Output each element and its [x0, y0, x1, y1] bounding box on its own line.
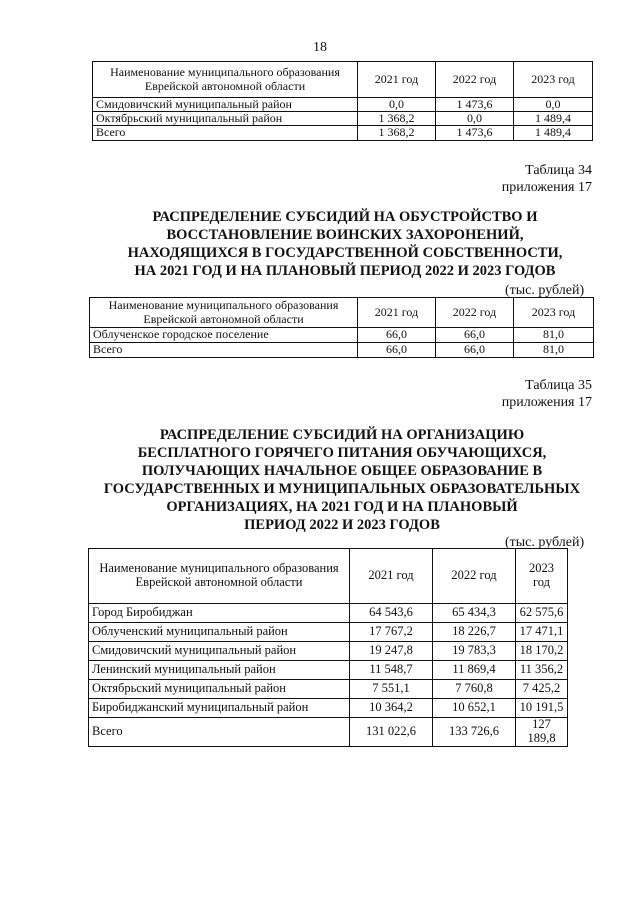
title-line: БЕСПЛАТНОГО ГОРЯЧЕГО ПИТАНИЯ ОБУЧАЮЩИХСЯ, [137, 445, 547, 461]
table-33 [92, 61, 593, 141]
appendix-label: приложения 17 [501, 395, 592, 410]
header-2021: 2021 год [358, 62, 436, 98]
table-row [89, 661, 568, 680]
title-line: ПЕРИОД 2022 И 2023 ГОДОВ [244, 517, 440, 533]
value-2022: 133 726,6 [433, 718, 516, 747]
header-name: Наименование муниципального образования Еврейской автономной области [93, 62, 358, 98]
value-2022: 19 783,3 [433, 642, 516, 661]
row-name: Октябрьский муниципальный район [93, 112, 358, 126]
table-row-total [89, 718, 568, 747]
row-name: Всего [90, 343, 358, 358]
header-2023: 2023 год [514, 62, 593, 98]
value-2022: 18 226,7 [433, 623, 516, 642]
title-line: НА 2021 ГОД И НА ПЛАНОВЫЙ ПЕРИОД 2022 И 2023 ГОДОВ [134, 263, 556, 279]
value-2021: 131 022,6 [350, 718, 433, 747]
table-34-label [502, 162, 592, 196]
table-35-label [502, 377, 592, 411]
value-2023: 10 191,5 [516, 699, 568, 718]
table-number: Таблица 34 [525, 163, 592, 178]
value-2022: 7 760,8 [433, 680, 516, 699]
value-2023: 7 425,2 [516, 680, 568, 699]
header-2022: 2022 год [436, 62, 514, 98]
title-line: РАСПРЕДЕЛЕНИЕ СУБСИДИЙ НА ОБУСТРОЙСТВО И [152, 209, 538, 225]
title-line: НАХОДЯЩИХСЯ В ГОСУДАРСТВЕННОЙ СОБСТВЕННОСТИ, [127, 245, 563, 261]
title-line: ВОССТАНОВЛЕНИЕ ВОИНСКИХ ЗАХОРОНЕНИЙ, [166, 227, 524, 243]
value-2021: 64 543,6 [350, 604, 433, 623]
row-name: Октябрьский муниципальный район [89, 680, 350, 699]
table-row [93, 98, 593, 112]
table-row [90, 328, 594, 343]
value-2023: 1 489,4 [514, 112, 593, 126]
table-row [89, 642, 568, 661]
header-2022: 2022 год [433, 549, 516, 604]
value-2023: 81,0 [514, 343, 594, 358]
table-row [89, 604, 568, 623]
page-number: 18 [313, 40, 327, 55]
value-2021: 1 368,2 [358, 112, 436, 126]
header-name: Наименование муниципального образования Еврейской автономной области [89, 549, 350, 604]
row-name: Биробиджанский муниципальный район [89, 699, 350, 718]
value-2021: 10 364,2 [350, 699, 433, 718]
table-35 [88, 548, 568, 747]
value-2021: 1 368,2 [358, 126, 436, 140]
title-line: ОРГАНИЗАЦИЯХ, НА 2021 ГОД И НА ПЛАНОВЫЙ [166, 499, 518, 515]
table-row [89, 680, 568, 699]
row-name: Смидовичский муниципальный район [89, 642, 350, 661]
table-row [89, 623, 568, 642]
value-2023: 17 471,1 [516, 623, 568, 642]
header-2023: 2023 год [516, 549, 568, 604]
table-row-total [90, 343, 594, 358]
value-2023: 11 356,2 [516, 661, 568, 680]
value-2021: 0,0 [358, 98, 436, 112]
title-line: ПОЛУЧАЮЩИХ НАЧАЛЬНОЕ ОБЩЕЕ ОБРАЗОВАНИЕ В [141, 463, 543, 479]
table-row [89, 699, 568, 718]
value-2023: 81,0 [514, 328, 594, 343]
value-2021: 11 548,7 [350, 661, 433, 680]
value-2022: 11 869,4 [433, 661, 516, 680]
row-name: Ленинский муниципальный район [89, 661, 350, 680]
unit-label: (тыс. рублей) [505, 535, 585, 550]
section-35-title [62, 426, 622, 534]
header-2023: 2023 год [514, 298, 594, 328]
value-2022: 66,0 [436, 328, 514, 343]
table-row [93, 112, 593, 126]
table-row-total [93, 126, 593, 140]
header-2021: 2021 год [350, 549, 433, 604]
title-line: РАСПРЕДЕЛЕНИЕ СУБСИДИЙ НА ОРГАНИЗАЦИЮ [159, 427, 525, 443]
value-2022: 66,0 [436, 343, 514, 358]
header-name: Наименование муниципального образования Еврейской автономной области [90, 298, 358, 328]
header-2021: 2021 год [358, 298, 436, 328]
row-name: Облученский муниципальный район [89, 623, 350, 642]
value-2021: 66,0 [358, 343, 436, 358]
header-2022: 2022 год [436, 298, 514, 328]
appendix-label: приложения 17 [501, 180, 592, 195]
row-name: Облученское городское поселение [90, 328, 358, 343]
value-2021: 17 767,2 [350, 623, 433, 642]
value-2023: 0,0 [514, 98, 593, 112]
row-name: Всего [93, 126, 358, 140]
value-2023: 62 575,6 [516, 604, 568, 623]
value-2022: 1 473,6 [436, 98, 514, 112]
value-2022: 1 473,6 [436, 126, 514, 140]
row-name: Всего [89, 718, 350, 747]
value-2022: 65 434,3 [433, 604, 516, 623]
value-2023: 1 489,4 [514, 126, 593, 140]
value-2021: 7 551,1 [350, 680, 433, 699]
value-2022: 0,0 [436, 112, 514, 126]
section-34-title [80, 208, 610, 280]
value-2021: 19 247,8 [350, 642, 433, 661]
value-2023: 18 170,2 [516, 642, 568, 661]
row-name: Смидовичский муниципальный район [93, 98, 358, 112]
title-line: ГОСУДАРСТВЕННЫХ И МУНИЦИПАЛЬНЫХ ОБРАЗОВАТЕЛЬНЫХ [103, 481, 581, 497]
unit-label: (тыс. рублей) [505, 283, 585, 298]
table-34 [89, 297, 594, 358]
value-2023: 127 189,8 [516, 718, 568, 747]
value-2022: 10 652,1 [433, 699, 516, 718]
value-2021: 66,0 [358, 328, 436, 343]
row-name: Город Биробиджан [89, 604, 350, 623]
table-number: Таблица 35 [525, 378, 592, 393]
